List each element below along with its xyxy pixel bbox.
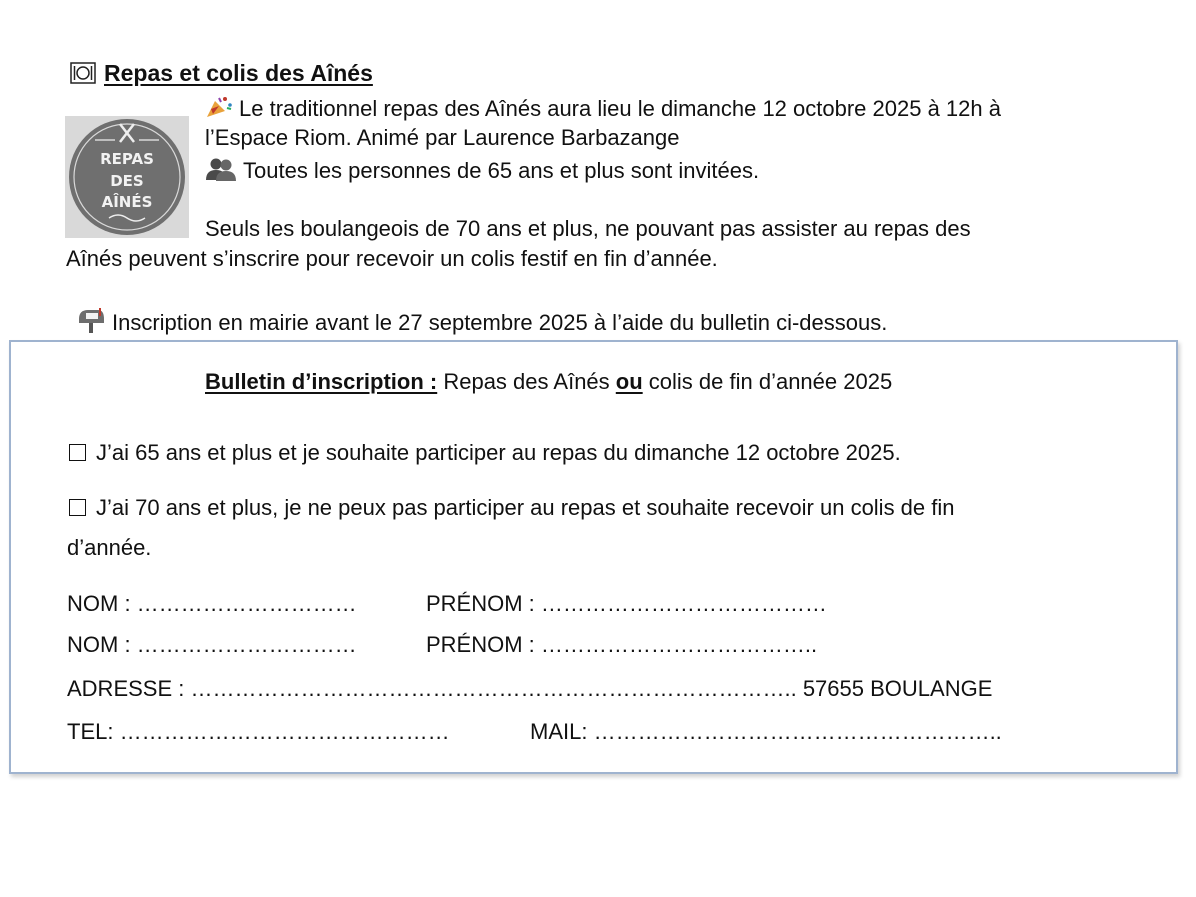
nom2-field[interactable]: NOM : ………………………… bbox=[67, 632, 357, 657]
mailbox-icon bbox=[76, 307, 106, 340]
para1-line1 bbox=[205, 95, 1001, 126]
adresse-field[interactable]: ADRESSE : ……………………………………………………………………….. 57655 BOULANGE bbox=[67, 676, 993, 701]
bulletin-heading-part2: colis de fin d’année 2025 bbox=[642, 369, 893, 394]
option1-checkbox[interactable] bbox=[69, 444, 86, 461]
para1-text-line1: Le traditionnel repas des Aînés aura lieu le dimanche 12 octobre 2025 à 12h à bbox=[239, 96, 1001, 121]
section-title-text: Repas et colis des Aînés bbox=[104, 60, 373, 86]
party-popper-icon bbox=[205, 95, 233, 126]
bulletin-heading bbox=[205, 368, 892, 396]
bulletin-heading-ou: ou bbox=[615, 369, 643, 394]
para2-text: Toutes les personnes de 65 ans et plus sont invitées. bbox=[243, 158, 760, 183]
inscription-text: Inscription en mairie avant le 27 septembre 2025 à l’aide du bulletin ci-dessous. bbox=[112, 310, 888, 335]
bulletin-heading-bold: Bulletin d’inscription : bbox=[205, 369, 438, 394]
section-title bbox=[70, 60, 373, 87]
option2-checkbox[interactable] bbox=[69, 499, 86, 516]
option1-row bbox=[69, 439, 901, 467]
option2-label-line1: J’ai 70 ans et plus, je ne peux pas participer au repas et souhaite recevoir un colis de fin bbox=[96, 495, 955, 520]
inscription-line bbox=[76, 307, 887, 340]
people-icon bbox=[205, 157, 237, 188]
logo-text-line2: DES bbox=[110, 172, 144, 190]
para1-line2: l’Espace Riom. Animé par Laurence Barbazange bbox=[205, 125, 680, 150]
nom1-field[interactable]: NOM : ………………………… bbox=[67, 591, 357, 616]
mail-field[interactable]: MAIL: ……………………………………………….. bbox=[530, 719, 1002, 744]
option1-label: J’ai 65 ans et plus et je souhaite participer au repas du dimanche 12 octobre 2025. bbox=[96, 440, 901, 465]
prenom1-field[interactable]: PRÉNOM : ………………………………… bbox=[426, 591, 827, 616]
para3-line1: Seuls les boulangeois de 70 ans et plus, ne pouvant pas assister au repas des bbox=[205, 216, 971, 241]
tel-field[interactable]: TEL: ……………………………………… bbox=[67, 719, 450, 744]
fork-knife-plate-icon bbox=[70, 60, 96, 86]
para2 bbox=[205, 157, 759, 188]
bulletin-box bbox=[9, 340, 1178, 774]
repas-des-aines-logo bbox=[65, 116, 189, 238]
option2-label-line2: d’année. bbox=[67, 535, 152, 560]
logo-text-line1: REPAS bbox=[100, 150, 154, 168]
option2-row bbox=[69, 494, 955, 522]
prenom2-field[interactable]: PRÉNOM : ……………………………….. bbox=[426, 632, 818, 657]
bulletin-heading-part1: Repas des Aînés bbox=[437, 369, 616, 394]
logo-text-line3: AÎNÉS bbox=[101, 193, 153, 211]
para3-line2: Aînés peuvent s’inscrire pour recevoir un colis festif en fin d’année. bbox=[66, 246, 718, 271]
